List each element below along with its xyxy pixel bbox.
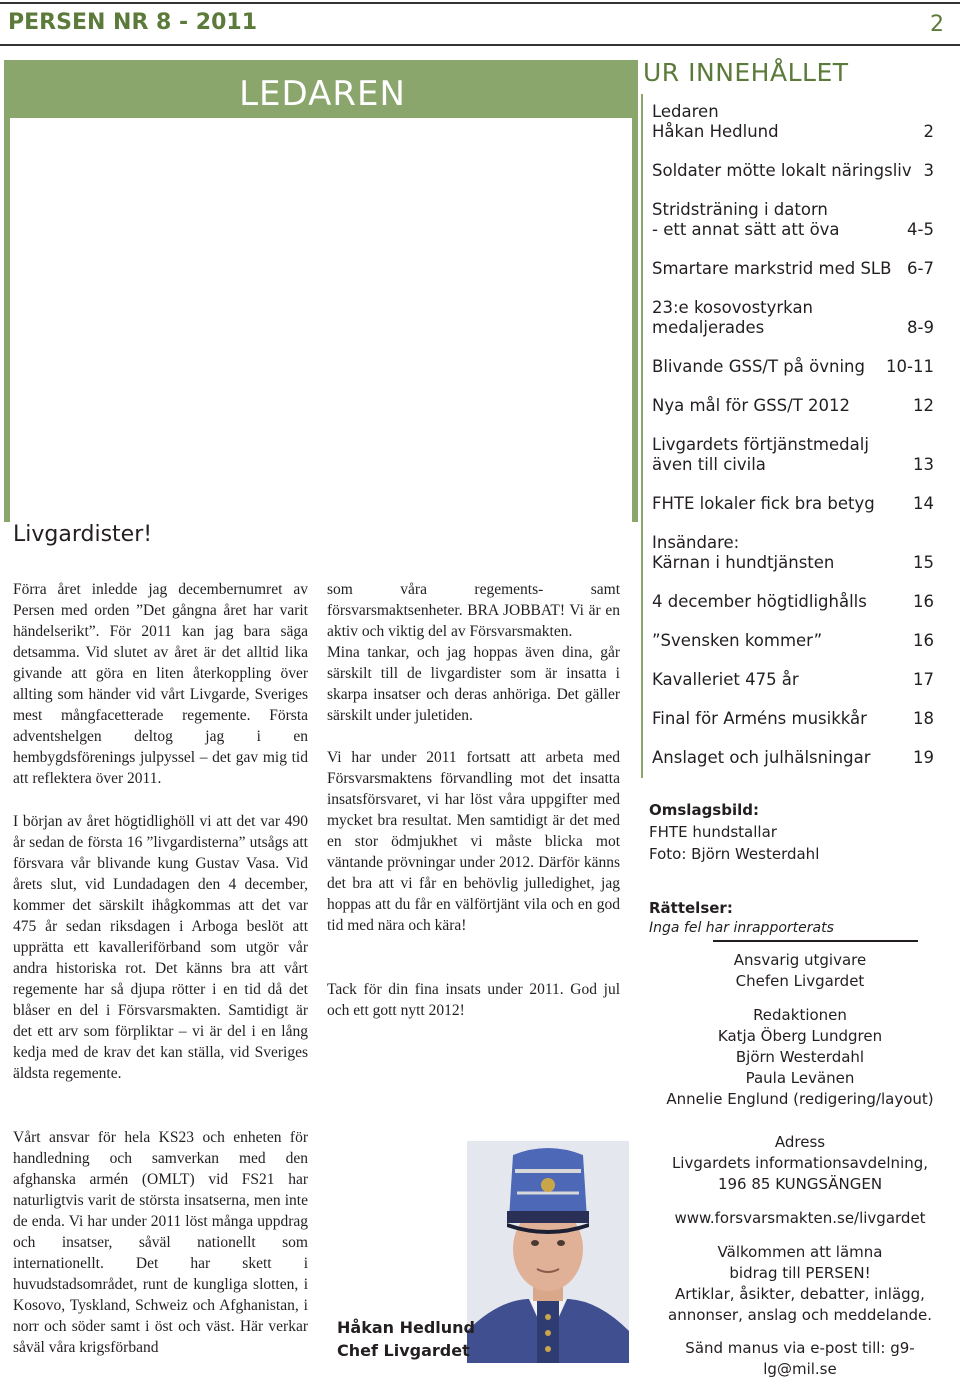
toc-item[interactable]: Nya mål för GSS/T 2012 12 — [652, 396, 934, 415]
welcome-line-3: Artiklar, åsikter, debatter, inlägg, — [675, 1285, 925, 1303]
toc-item[interactable]: Final för Arméns musikkår 18 — [652, 709, 934, 728]
toc-page: 15 — [913, 553, 934, 572]
publisher-block — [650, 950, 950, 992]
ledaren-left-border — [4, 118, 10, 522]
toc-page: 16 — [913, 631, 934, 650]
toc-item[interactable]: Livgardets förtjänstmedalj även till civila 13 — [652, 435, 934, 474]
cover-label: Omslagsbild: — [649, 801, 759, 819]
article-col2-paragraph-4: Tack för din fina insats under 2011. God jul och ett gott nytt 2012! — [327, 981, 620, 1019]
website-link[interactable]: www.forsvarsmakten.se/livgardet — [674, 1209, 926, 1227]
toc-item[interactable]: FHTE lokaler fick bra betyg 14 — [652, 494, 934, 513]
welcome-line-4: annonser, anslag och meddelande. — [668, 1306, 932, 1324]
toc-item[interactable]: Kavalleriet 475 år 17 — [652, 670, 934, 689]
cover-line-1: FHTE hundstallar — [649, 823, 777, 841]
welcome-line-1: Välkommen att lämna — [717, 1243, 883, 1261]
editorial-block — [650, 1005, 950, 1110]
toc-page: 14 — [913, 494, 934, 513]
article-col2-paragraph-1: som våra regements- samt försvarsmaktsenheter. BRA JOBBAT! Vi är en aktiv och viktig del av Försvarsmakten. — [327, 581, 620, 640]
toc-title: UR INNEHÅLLET — [643, 58, 849, 87]
author-photo — [467, 1141, 629, 1363]
toc-item[interactable]: Insändare: Kärnan i hundtjänsten 15 — [652, 533, 934, 572]
article-col2-paragraph-3: Vi har under 2011 fortsatt att arbeta med Försvarsmaktens förvandling mot det insatta insatsförsvaret, vi har löst våra uppgifter med mycket bra resultat. Men samtidigt är det med en stor ödmjukhet vi måste blicka mot väntande prövningar under 2012. Därför känns det bra att vi får en behövlig julledighet, jag hoppas att du får en välförtjänt vila och en god tid med nära och kära! — [327, 749, 620, 934]
toc-page: 8-9 — [907, 318, 934, 337]
ledaren-banner — [4, 60, 638, 118]
toc-item[interactable]: Stridsträning i datorn - ett annat sätt att öva 4-5 — [652, 200, 934, 239]
sidebar-divider — [713, 940, 918, 942]
cover-line-2: Foto: Björn Westerdahl — [649, 845, 820, 863]
article-paragraph-3: Vårt ansvar för hela KS23 och enheten för handledning och samverkan med den afghanska armén (OMLT) vid FS21 har naturligtvis varit de största insatserna, men inte de enda. Vi har under 2011 löst många uppdrag och insatser, såväl nationellt som internationellt. Det har skett i huvudstadsområdet, runt de kungliga slotten, i Kosovo, Tyskland, Schweiz och Afghanistan, i norr och söder samt i öst och väst. Här verkar såväl våra krigsförband — [13, 1129, 308, 1356]
editorial-label: Redaktionen — [753, 1006, 847, 1024]
email-link[interactable]: Sänd manus via e-post till: g9-lg@mil.se — [685, 1339, 915, 1378]
toc-page: 6-7 — [907, 259, 934, 278]
caption-name: Håkan Hedlund — [337, 1318, 475, 1337]
toc-page: 17 — [913, 670, 934, 689]
corrections-text: Inga fel har inrapporterats — [649, 920, 834, 936]
article-col2-paragraph-2: Mina tankar, och jag hoppas även dina, går särskilt till de livgardister som är insatta i skarpa insatser och deras anhöriga. Det gäller särskilt under juletiden. — [327, 644, 620, 724]
welcome-line-2: bidrag till PERSEN! — [729, 1264, 871, 1282]
ledaren-title: LEDAREN — [239, 74, 406, 114]
toc-page: 2 — [923, 122, 934, 141]
toc-page: 4-5 — [907, 220, 934, 239]
toc-item[interactable]: Soldater mötte lokalt näringsliv 3 — [652, 161, 934, 180]
ledaren-right-border — [632, 118, 638, 522]
address-block — [650, 1132, 950, 1195]
editor-3: Paula Levänen — [745, 1069, 855, 1087]
header-rule — [0, 44, 960, 46]
toc-item[interactable]: Smartare markstrid med SLB 6-7 — [652, 259, 934, 278]
toc-page: 18 — [913, 709, 934, 728]
toc-page: 16 — [913, 592, 934, 611]
toc-item[interactable]: Anslaget och julhälsningar 19 — [652, 748, 934, 767]
article-paragraph-1: Förra året inledde jag decembernumret av Persen med orden ”Det gångna året har varit händelserikt”. För 2011 kan jag bara säga detsamma. Vid slutet av året är det alltid lika givande att göra en liten återkoppling över allting som händer vid vårt Livgarde, Sveriges mest mångfacetterade regemente. Första adventshelgen deltog jag i en hembygdsförenings julpyssel – det gav mig tid att reflektera över 2011. — [13, 581, 308, 787]
toc-page: 19 — [913, 748, 934, 767]
toc-item[interactable]: 23:e kosovostyrkan medaljerades 8-9 — [652, 298, 934, 337]
editor-2: Björn Westerdahl — [735, 1048, 865, 1066]
caption-title: Chef Livgardet — [337, 1341, 470, 1360]
toc-item[interactable]: 4 december högtidlighålls 16 — [652, 592, 934, 611]
page-number: 2 — [930, 12, 944, 37]
toc-page: 13 — [913, 455, 934, 474]
publication-title: PERSEN NR 8 - 2011 — [8, 10, 258, 35]
address-label: Adress — [774, 1133, 826, 1151]
toc-page: 10-11 — [886, 357, 934, 376]
publisher-name: Chefen Livgardet — [735, 972, 865, 990]
editor-4: Annelie Englund (redigering/layout) — [666, 1090, 934, 1108]
publisher-label: Ansvarig utgivare — [733, 951, 867, 969]
toc-item[interactable]: Blivande GSS/T på övning 10-11 — [652, 357, 934, 376]
article-paragraph-2: I början av året högtidlighöll vi att det var 490 år sedan de första 16 ”livgardisterna” utsågs att försvara vår blivande kung Gustav Vasa. Vid årets slut, vid Lundadagen den 4 december, kommer det särskilt ihågkommas att det var 475 år sedan riksdagen i Arboga beslöt att upprätta ett kavalleriförband som utgör vår andra historiska rot. Det känns bra att vårt regemente har så djupa rötter i en tid då det blåser en del i Försvarsmakten. Samtidigt är det ett arv som förpliktar – vi är del i en lång kedja med de krav det kan ställa, vid Sveriges äldsta regemente. — [13, 813, 308, 1082]
welcome-block — [650, 1242, 950, 1326]
corrections-label: Rättelser: — [649, 899, 733, 917]
address-line-1: Livgardets informationsavdelning, — [671, 1154, 929, 1172]
photo-caption — [337, 1316, 475, 1362]
editor-1: Katja Öberg Lundgren — [717, 1027, 883, 1045]
top-rule — [0, 2, 960, 4]
toc-page: 12 — [913, 396, 934, 415]
toc-page: 3 — [923, 161, 934, 180]
author-portrait-illustration — [467, 1141, 629, 1363]
toc-item[interactable]: Ledaren Håkan Hedlund 2 — [652, 102, 934, 141]
article-greeting: Livgardister! — [13, 522, 153, 547]
address-line-2: 196 85 KUNGSÄNGEN — [717, 1175, 883, 1193]
toc-item[interactable]: ”Svensken kommer” 16 — [652, 631, 934, 650]
